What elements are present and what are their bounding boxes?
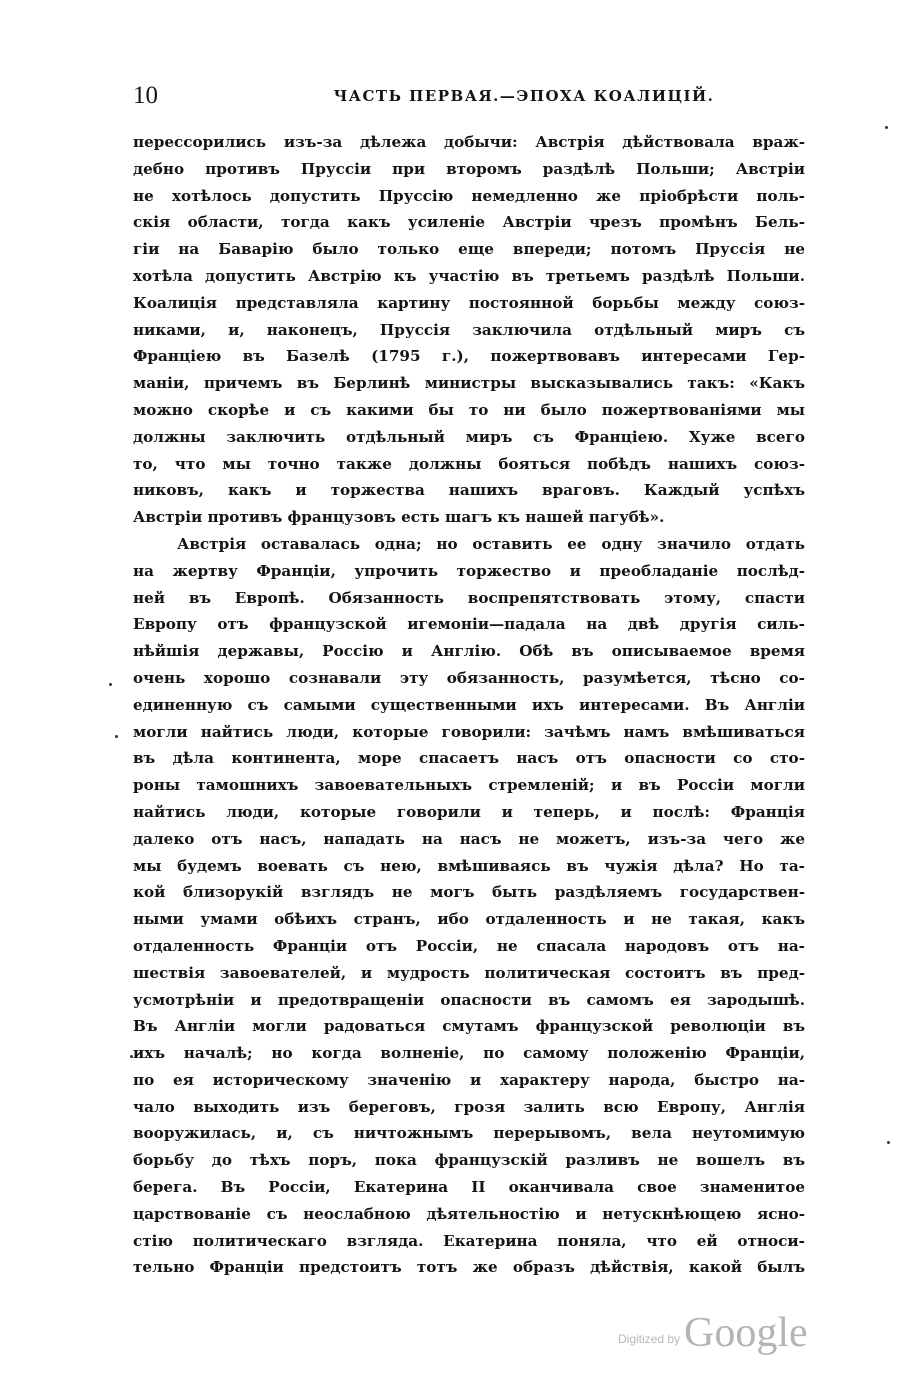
margin-dot bbox=[109, 683, 112, 686]
text-line: борьбу до тѣхъ поръ, пока французскій разливъ не вошелъ въ bbox=[133, 1151, 805, 1170]
paragraph bbox=[133, 531, 805, 1281]
text-line: царствованіе съ неослабною дѣятельностію и нетускнѣющею ясно- bbox=[133, 1204, 805, 1223]
text-line: ней въ Европѣ. Обязанность воспрепятствовать этому, спасти bbox=[133, 588, 805, 607]
paragraph bbox=[133, 129, 805, 531]
text-line: найтись люди, которые говорили и теперь, и послѣ: Франція bbox=[133, 802, 805, 821]
text-line: берега. Въ Россіи, Екатерина II оканчивала свое знаменитое bbox=[133, 1178, 805, 1197]
text-line: чало выходить изъ береговъ, грозя залить всю Европу, Англія bbox=[133, 1097, 805, 1116]
body-text bbox=[133, 129, 805, 1281]
text-line: усмотрѣніи и предотвращеніи опасности въ самомъ ея зародышѣ. bbox=[133, 990, 805, 1009]
text-line: Въ Англіи могли радоваться смутамъ французской революціи въ bbox=[133, 1017, 805, 1036]
text-line: никами, и, наконецъ, Пруссія заключила отдѣльный миръ съ bbox=[133, 320, 805, 339]
text-line: отдаленность Франціи отъ Россіи, не спасала народовъ отъ на- bbox=[133, 936, 805, 955]
text-line: никовъ, какъ и торжества нашихъ враговъ. Каждый успѣхъ bbox=[133, 481, 805, 500]
text-line: то, что мы точно также должны бояться побѣдъ нашихъ союз- bbox=[133, 454, 805, 473]
page-header bbox=[133, 78, 805, 114]
text-line: нѣйшія державы, Россію и Англію. Обѣ въ описываемое время bbox=[133, 642, 805, 661]
text-line: гіи на Баварію было только еще впереди; потомъ Пруссія не bbox=[133, 240, 805, 259]
text-line: Коалиція представляла картину постоянной борьбы между союз- bbox=[133, 293, 805, 312]
text-line: Австріи противъ французовъ есть шагъ къ нашей пагубѣ». bbox=[133, 508, 665, 527]
text-line: въ дѣла континента, море спасаетъ насъ отъ опасности со сто- bbox=[133, 749, 805, 768]
margin-dot bbox=[130, 1055, 133, 1058]
text-line: Европу отъ французской игемоніи—падала на двѣ другія силь- bbox=[133, 615, 805, 634]
text-line: могли найтись люди, которые говорили: зачѣмъ намъ вмѣшиваться bbox=[133, 722, 805, 741]
text-line: на жертву Франціи, упрочить торжество и преобладаніе послѣд- bbox=[133, 561, 805, 580]
google-logo: Google bbox=[684, 1310, 808, 1356]
text-line: ными умами обѣихъ странъ, ибо отдаленность и не такая, какъ bbox=[133, 910, 805, 929]
text-line: не хотѣлось допустить Пруссію немедленно же пріобрѣсти поль- bbox=[133, 186, 805, 205]
text-line: хотѣла допустить Австрію къ участію въ третьемъ раздѣлѣ Польши. bbox=[133, 266, 805, 285]
digitized-by-google-watermark bbox=[618, 1298, 808, 1358]
text-line: далеко отъ насъ, нападать на насъ не можетъ, изъ-за чего же bbox=[133, 829, 805, 848]
text-line: скія области, тогда какъ усиленіе Австріи чрезъ промѣнъ Бель- bbox=[133, 213, 805, 232]
text-line: шествія завоевателей, и мудрость политическая состоитъ въ пред- bbox=[133, 963, 805, 982]
text-line: мы будемъ воевать съ нею, вмѣшиваясь въ чужія дѣла? Но та- bbox=[133, 856, 805, 875]
text-line: стію политическаго взгляда. Екатерина поняла, что ей относи- bbox=[133, 1231, 805, 1250]
text-line: по ея историческому значенію и характеру народа, быстро на- bbox=[133, 1070, 805, 1089]
text-line: можно скорѣе и съ какими бы то ни было пожертвованіями мы bbox=[133, 400, 805, 419]
text-line: Австрія оставалась одна; но оставить ее одну значило отдать bbox=[177, 534, 805, 553]
text-line: Франціею въ Базелѣ (1795 г.), пожертвовавъ интересами Гер- bbox=[133, 347, 805, 366]
text-line: очень хорошо сознавали эту обязанность, разумѣется, тѣсно со- bbox=[133, 668, 805, 687]
text-line: тельно Франціи предстоитъ тотъ же образъ дѣйствія, какой былъ bbox=[133, 1258, 805, 1277]
text-line: единенную съ самыми существенными ихъ интересами. Въ Англіи bbox=[133, 695, 805, 714]
page-number: 10 bbox=[133, 82, 158, 109]
text-line: кой близорукій взглядъ не могъ быть раздѣляемъ государствен- bbox=[133, 883, 805, 902]
running-head: ЧАСТЬ ПЕРВАЯ.—ЭПОХА КОАЛИЦІЙ. bbox=[333, 87, 715, 105]
text-line: должны заключить отдѣльный миръ съ Франціею. Хуже всего bbox=[133, 427, 805, 446]
text-line: ихъ началѣ; но когда волненіе, по самому положенію Франціи, bbox=[133, 1044, 805, 1063]
text-line: дебно противъ Пруссіи при второмъ раздѣлѣ Польши; Австріи bbox=[133, 159, 805, 178]
text-line: роны тамошнихъ завоевательныхъ стремленій; и въ Россіи могли bbox=[133, 776, 805, 795]
text-line: маніи, причемъ въ Берлинѣ министры высказывались такъ: «Какъ bbox=[133, 374, 805, 393]
margin-dot bbox=[887, 1141, 890, 1144]
text-line: вооружилась, и, съ ничтожнымъ перерывомъ, вела неутомимую bbox=[133, 1124, 805, 1143]
margin-dot bbox=[885, 126, 888, 129]
margin-dot bbox=[115, 735, 118, 738]
text-line: перессорились изъ-за дѣлежа добычи: Австрія дѣйствовала враж- bbox=[133, 133, 805, 151]
watermark-prefix: Digitized by bbox=[618, 1332, 681, 1346]
